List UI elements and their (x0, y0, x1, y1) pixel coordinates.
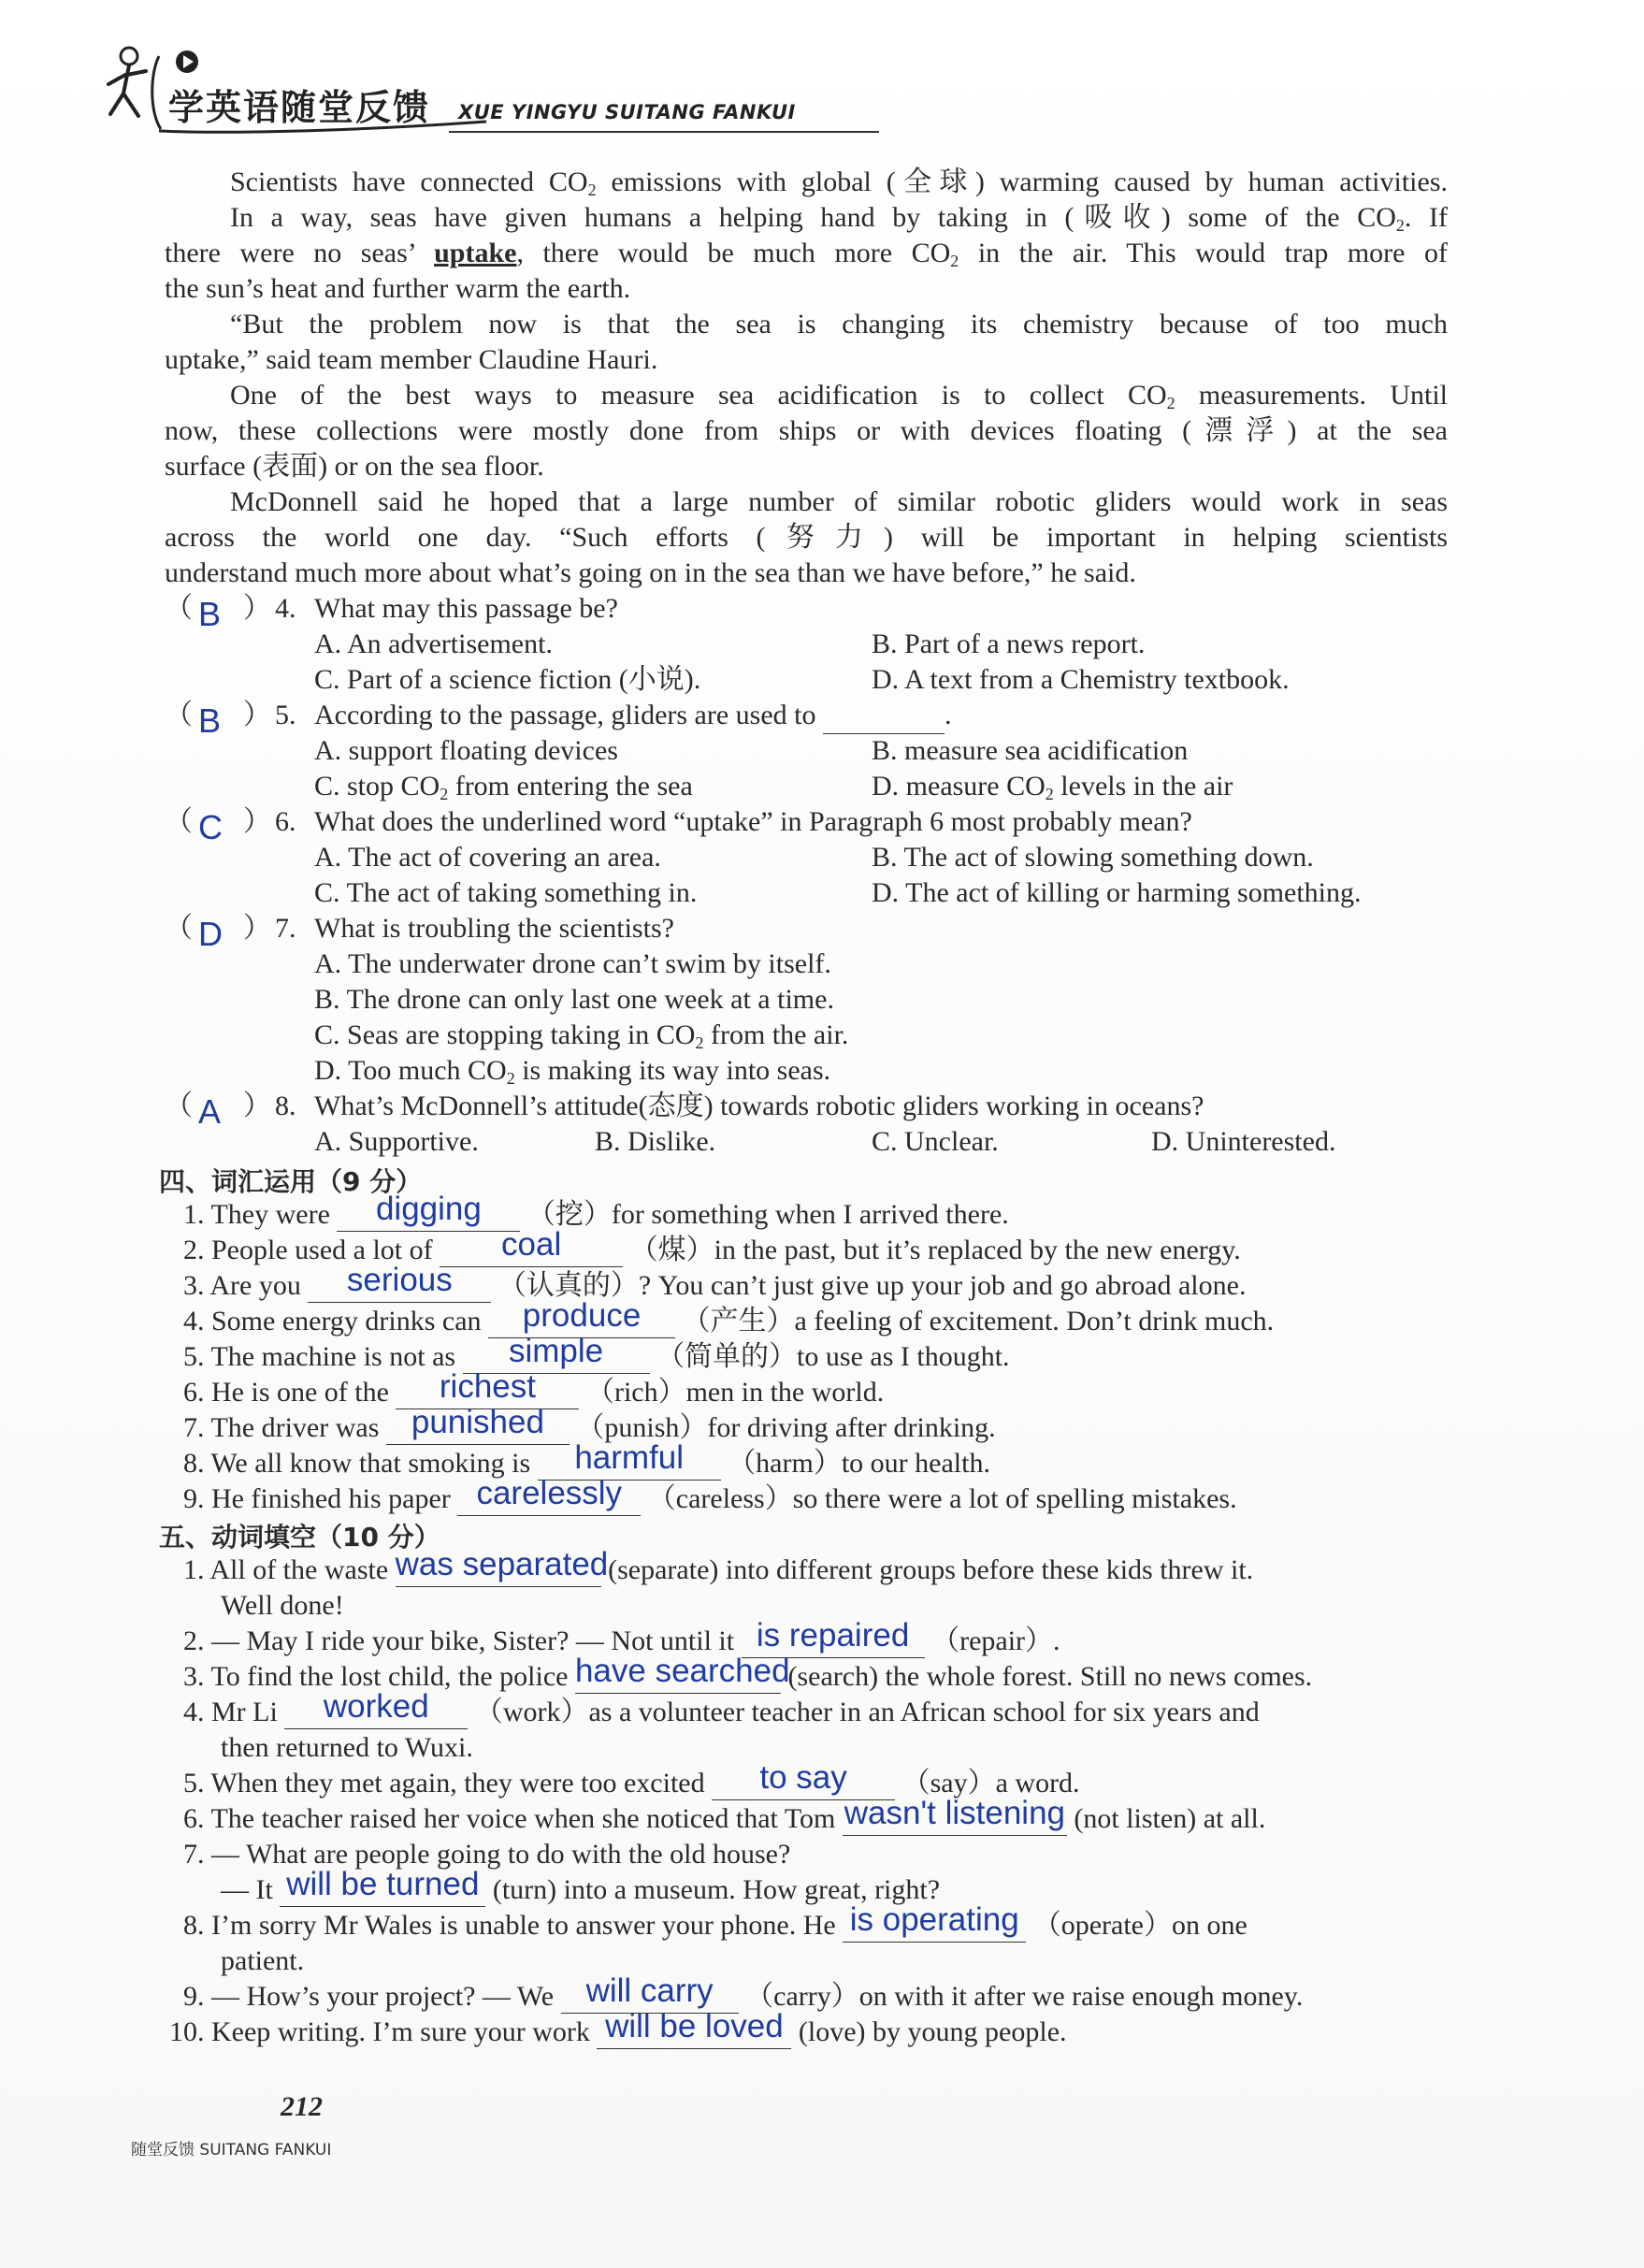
question-number: 5. (275, 700, 296, 730)
page-header (103, 37, 814, 140)
answer-blank: will carry (561, 1979, 739, 2014)
option-d: D. measure $CO_2$ levels in the air (872, 771, 1233, 803)
verb-item-continued: patient. (221, 1945, 305, 1976)
option-d: D. A text from a Chemistry textbook. (872, 664, 1290, 695)
verb-item: 3. To find the lost child, the police have searched (search) the whole forest. Still no news comes. (183, 1653, 1313, 1692)
option-a: A. Supportive. (314, 1126, 479, 1157)
answer-blank: serious (308, 1268, 491, 1303)
vocab-item: 7. The driver was punished （punish）for driving after drinking. (183, 1404, 996, 1443)
option-b: B. Part of a news report. (872, 628, 1146, 659)
answer-blank: wasn't listening (843, 1801, 1067, 1836)
answer-blank: have searched (575, 1659, 781, 1694)
answer-blank: will be turned (280, 1872, 485, 1907)
mc-answer: A (198, 1092, 222, 1131)
answer-blank: richest (396, 1375, 579, 1409)
passage-line: surface (表面) or on the sea floor. (165, 451, 544, 482)
verb-item: 7. — What are people going to do with the old house? (183, 1839, 791, 1870)
passage-line: uptake,” said team member Claudine Hauri. (165, 344, 658, 375)
vocab-item: 3. Are you serious （认真的）? You can’t just give up your job and go abroad alone. (183, 1262, 1247, 1301)
passage-line: “But the problem now is that the sea is changing its chemistry because of too much (230, 309, 1448, 339)
header-rule (449, 131, 879, 133)
passage-line: understand much more about what’s going on in the sea than we have before,” he said. (165, 557, 1136, 588)
answer-blank: will be loved (597, 2015, 791, 2049)
mc-answer: C (198, 808, 223, 846)
verb-item-continued: Well done! (221, 1590, 344, 1621)
question-stem: What does the underlined word “uptake” in Paragraph 6 most probably mean? (314, 806, 1192, 837)
verb-item: 2. — May I ride your bike, Sister? — Not until it is repaired （repair）. (183, 1617, 1060, 1656)
option-a: A. The act of covering an area. (314, 842, 661, 873)
answer-blank: was separated (396, 1553, 601, 1587)
question-stem: What is troubling the scientists? (314, 913, 674, 944)
passage-line: the sun’s heat and further warm the earth. (165, 273, 631, 304)
answer-blank: harmful (538, 1446, 721, 1481)
passage-line: One of the best ways to measure sea acidification is to collect $CO_2$ measurements. Until (230, 380, 1448, 412)
option-d: D. Too much $CO_2$ is making its way into seas. (314, 1055, 831, 1088)
option-b: B. The act of slowing something down. (872, 842, 1314, 873)
option-a: A. An advertisement. (314, 628, 553, 659)
question-stem: What’s McDonnell’s attitude(态度) towards robotic gliders working in oceans? (314, 1091, 1204, 1121)
passage-line: Scientists have connected $CO_2$ emissions with global (全球) warming caused by human activities. (230, 166, 1448, 199)
answer-blank: is operating (843, 1908, 1026, 1943)
option-b: B. Dislike. (595, 1126, 716, 1157)
option-b: B. measure sea acidification (872, 735, 1189, 766)
vocab-item: 2. People used a lot of coal （煤）in the past, but it’s replaced by the new energy. (183, 1226, 1241, 1265)
verb-item: 10. Keep writing. I’m sure your work will be loved (love) by young people. (169, 2008, 1067, 2047)
vocab-item: 9. He finished his paper carelessly （careless）so there were a lot of spelling mistakes. (183, 1475, 1237, 1514)
option-a: A. support floating devices (314, 735, 618, 766)
page-number: 212 (281, 2091, 323, 2122)
passage-line: McDonnell said he hoped that a large number of similar robotic gliders would work in seas (230, 486, 1448, 517)
underlined-word-uptake: uptake (434, 238, 517, 268)
answer-blank (823, 698, 945, 734)
passage-line: now, these collections were mostly done from ships or with devices floating (漂浮) at the sea (165, 415, 1448, 446)
mc-answer: D (198, 915, 223, 953)
option-a: A. The underwater drone can’t swim by itself. (314, 948, 831, 979)
option-d: D. Uninterested. (1151, 1126, 1336, 1157)
question-stem: According to the passage, gliders are used to (314, 700, 816, 730)
option-c: C. Seas are stopping taking in $CO_2$ from the air. (314, 1019, 849, 1052)
question-number: 4. (275, 593, 296, 624)
vocab-item: 8. We all know that smoking is harmful （harm）to our health. (183, 1439, 990, 1479)
verb-item: 1. All of the waste was separated (separate) into different groups before these kids threw it. (183, 1546, 1254, 1585)
option-c: C. Unclear. (872, 1126, 999, 1157)
option-c: C. stop $CO_2$ from entering the sea (314, 771, 693, 803)
mc-answer: B (198, 701, 222, 740)
header-english-title: XUE YINGYU SUITANG FANKUI (458, 101, 796, 123)
verb-item: 4. Mr Li worked （work）as a volunteer teacher in an African school for six years and (183, 1688, 1260, 1727)
footer-tag: 随堂反馈 SUITANG FANKUI (131, 2141, 332, 2160)
vocab-item: 1. They were digging （挖）for something when I arrived there. (183, 1191, 1009, 1230)
option-d: D. The act of killing or harming something. (872, 877, 1362, 908)
answer-blank: to say (712, 1766, 895, 1800)
passage-line: In a way, seas have given humans a helping hand by taking in (吸收) some of the $CO_2$. If (230, 202, 1449, 235)
answer-blank: worked (284, 1695, 468, 1729)
question-number: 7. (275, 913, 296, 944)
question-stem: What may this passage be? (314, 593, 618, 624)
answer-blank: digging (337, 1197, 520, 1232)
vocab-item: 4. Some energy drinks can produce （产生）a feeling of excitement. Don’t drink much. (183, 1297, 1275, 1336)
option-b: B. The drone can only last one week at a time. (314, 984, 834, 1015)
question-number: 8. (275, 1091, 296, 1121)
section-title: 四、词汇运用（9 分） (159, 1166, 423, 1197)
verb-item: 8. I’m sorry Mr Wales is unable to answer your phone. He is operating （operate）on one (183, 1901, 1247, 1941)
answer-blank: coal (440, 1233, 623, 1267)
workbook-page: 学英语随堂反馈 XUE YINGYU SUITANG FANKUI Scientists have connected $CO_2$ emissions with global (全球) warming caused by human activities. In a way, seas have given humans a helping hand by taking in (吸收) some of the $CO_2$. If there were no seas’ uptake, there would be much more $CO_2$ in the air. This would trap more of the sun’s heat and further warm the earth. “But the problem now is that the sea is changing its chemistry because of too much uptake,” said team member Claudine Hauri. One of the best ways to measure sea acidification is to collect $CO_2$ measurements. Until now, these collections were mostly done from ships or with devices floating (漂浮) at the sea surface (表面) or on the sea floor. McDonnell said he hoped that a large number of similar robotic gliders would work in seas across the world one day. “Such efforts (努力) will be important in helping scientists understand much more about what’s going on in the sea than we have before,” he said. （ B ） 4. What may this passage be? A. An advertisement. B. Part of a news report. C. Part of a science fiction (小说). D. A text from a Chemistry textbook. （ B ） 5. According to the passage, gliders are used to . A. support floating devices B. measure sea acidification C. stop $CO_2$ from entering the sea D. measure $CO_2$ levels in the air （ C ） 6. What does the underlined word “uptake” in Paragraph 6 most probably mean? A. The act of covering an area. B. The act of slowing something down. C. The act of taking something in. D. The act of killing or harming something. （ D ） 7. What is troubling the scientists? A. The underwater drone can’t swim by itself. B. The drone can only last one week at a time. C. Seas are stopping taking in $CO_2$ from the air. D. Too much $CO_2$ is making its way into seas. （ A ） 8. What’s McDonnell’s attitude(态度) towards robotic gliders working in oceans? A. Supportive. B. Dislike. C. Unclear. D. Uninterested. 四、词汇运用（9 分） 1. They were digging （挖）for something when I arrived there. 2. People used a lot of coal （煤）in the past, but it’s replaced by the new energy. 3. Are you serious （认真的）? You can’t just give up your job and go abroad alone. 4. Some energy drinks can produce （产生）a feeling of excitement. Don’t drink much. 5. The machine is not as simple （简单的）to use as I thought. 6. He is one of the richest （rich）men in the world. 7. The driver was punished （punish）for driving after drinking. 8. We all know that smoking is harmful （harm）to our health. 9. He finished his paper carelessly （careless）so there were a lot of spelling mistakes. 五、动词填空（10 分） 1. All of the waste was separated (separate) into different groups before these kids threw it. Well done! 2. — May I ride your bike, Sister? — Not until it is repaired （repair）. 3. To find the lost child, the police have searched (search) the whole forest. Still no news comes. 4. Mr Li worked （work）as a volunteer teacher in an African school for six years and then returned to Wuxi. 5. When they met again, they were too excited to say （say）a word. 6. The teacher raised her voice when she noticed that Tom wasn't listening (not listen) at all. 7. — What are people going to do with the old house? — It will be turned (turn) into a museum. How great, right? 8. I’m sorry Mr Wales is unable to answer your phone. He is operating （operate）on one patient. 9. — How’s your project? — We will carry （carry）on with it after we raise enough money. 10. Keep writing. I’m sure your work will be loved (love) by young people. 212 随堂反馈 SUITANG FANKUI (0, 0, 1644, 2268)
option-c: C. Part of a science fiction (小说). (314, 664, 701, 695)
answer-blank: punished (386, 1410, 570, 1445)
vocab-item: 6. He is one of the richest （rich）men in the world. (183, 1368, 885, 1408)
answer-blank: carelessly (457, 1481, 641, 1516)
verb-item-continued: — It will be turned (turn) into a museum. How great, right? (221, 1866, 941, 1905)
verb-item: 9. — How’s your project? — We will carry （carry）on with it after we raise enough money. (183, 1972, 1304, 2012)
verb-item-continued: then returned to Wuxi. (221, 1732, 473, 1763)
question-number: 6. (275, 806, 296, 837)
passage-line: there were no seas’ uptake, there would be much more $CO_2$ in the air. This would trap more of (165, 238, 1448, 270)
answer-blank: is repaired (742, 1624, 925, 1658)
vocab-item: 5. The machine is not as simple （简单的）to use as I thought. (183, 1333, 1010, 1372)
option-c: C. The act of taking something in. (314, 877, 698, 908)
passage-line: across the world one day. “Such efforts (努力) will be important in helping scientists (165, 522, 1448, 553)
verb-item: 6. The teacher raised her voice when she noticed that Tom wasn't listening (not listen) at all. (183, 1795, 1266, 1834)
verb-item: 5. When they met again, they were too excited to say （say）a word. (183, 1759, 1080, 1799)
header-chinese-title: 学英语随堂反馈 (168, 87, 431, 128)
mc-answer: B (198, 595, 222, 633)
answer-blank: simple (463, 1339, 650, 1374)
section-title: 五、动词填空（10 分） (159, 1522, 440, 1553)
answer-blank: produce (488, 1304, 675, 1338)
